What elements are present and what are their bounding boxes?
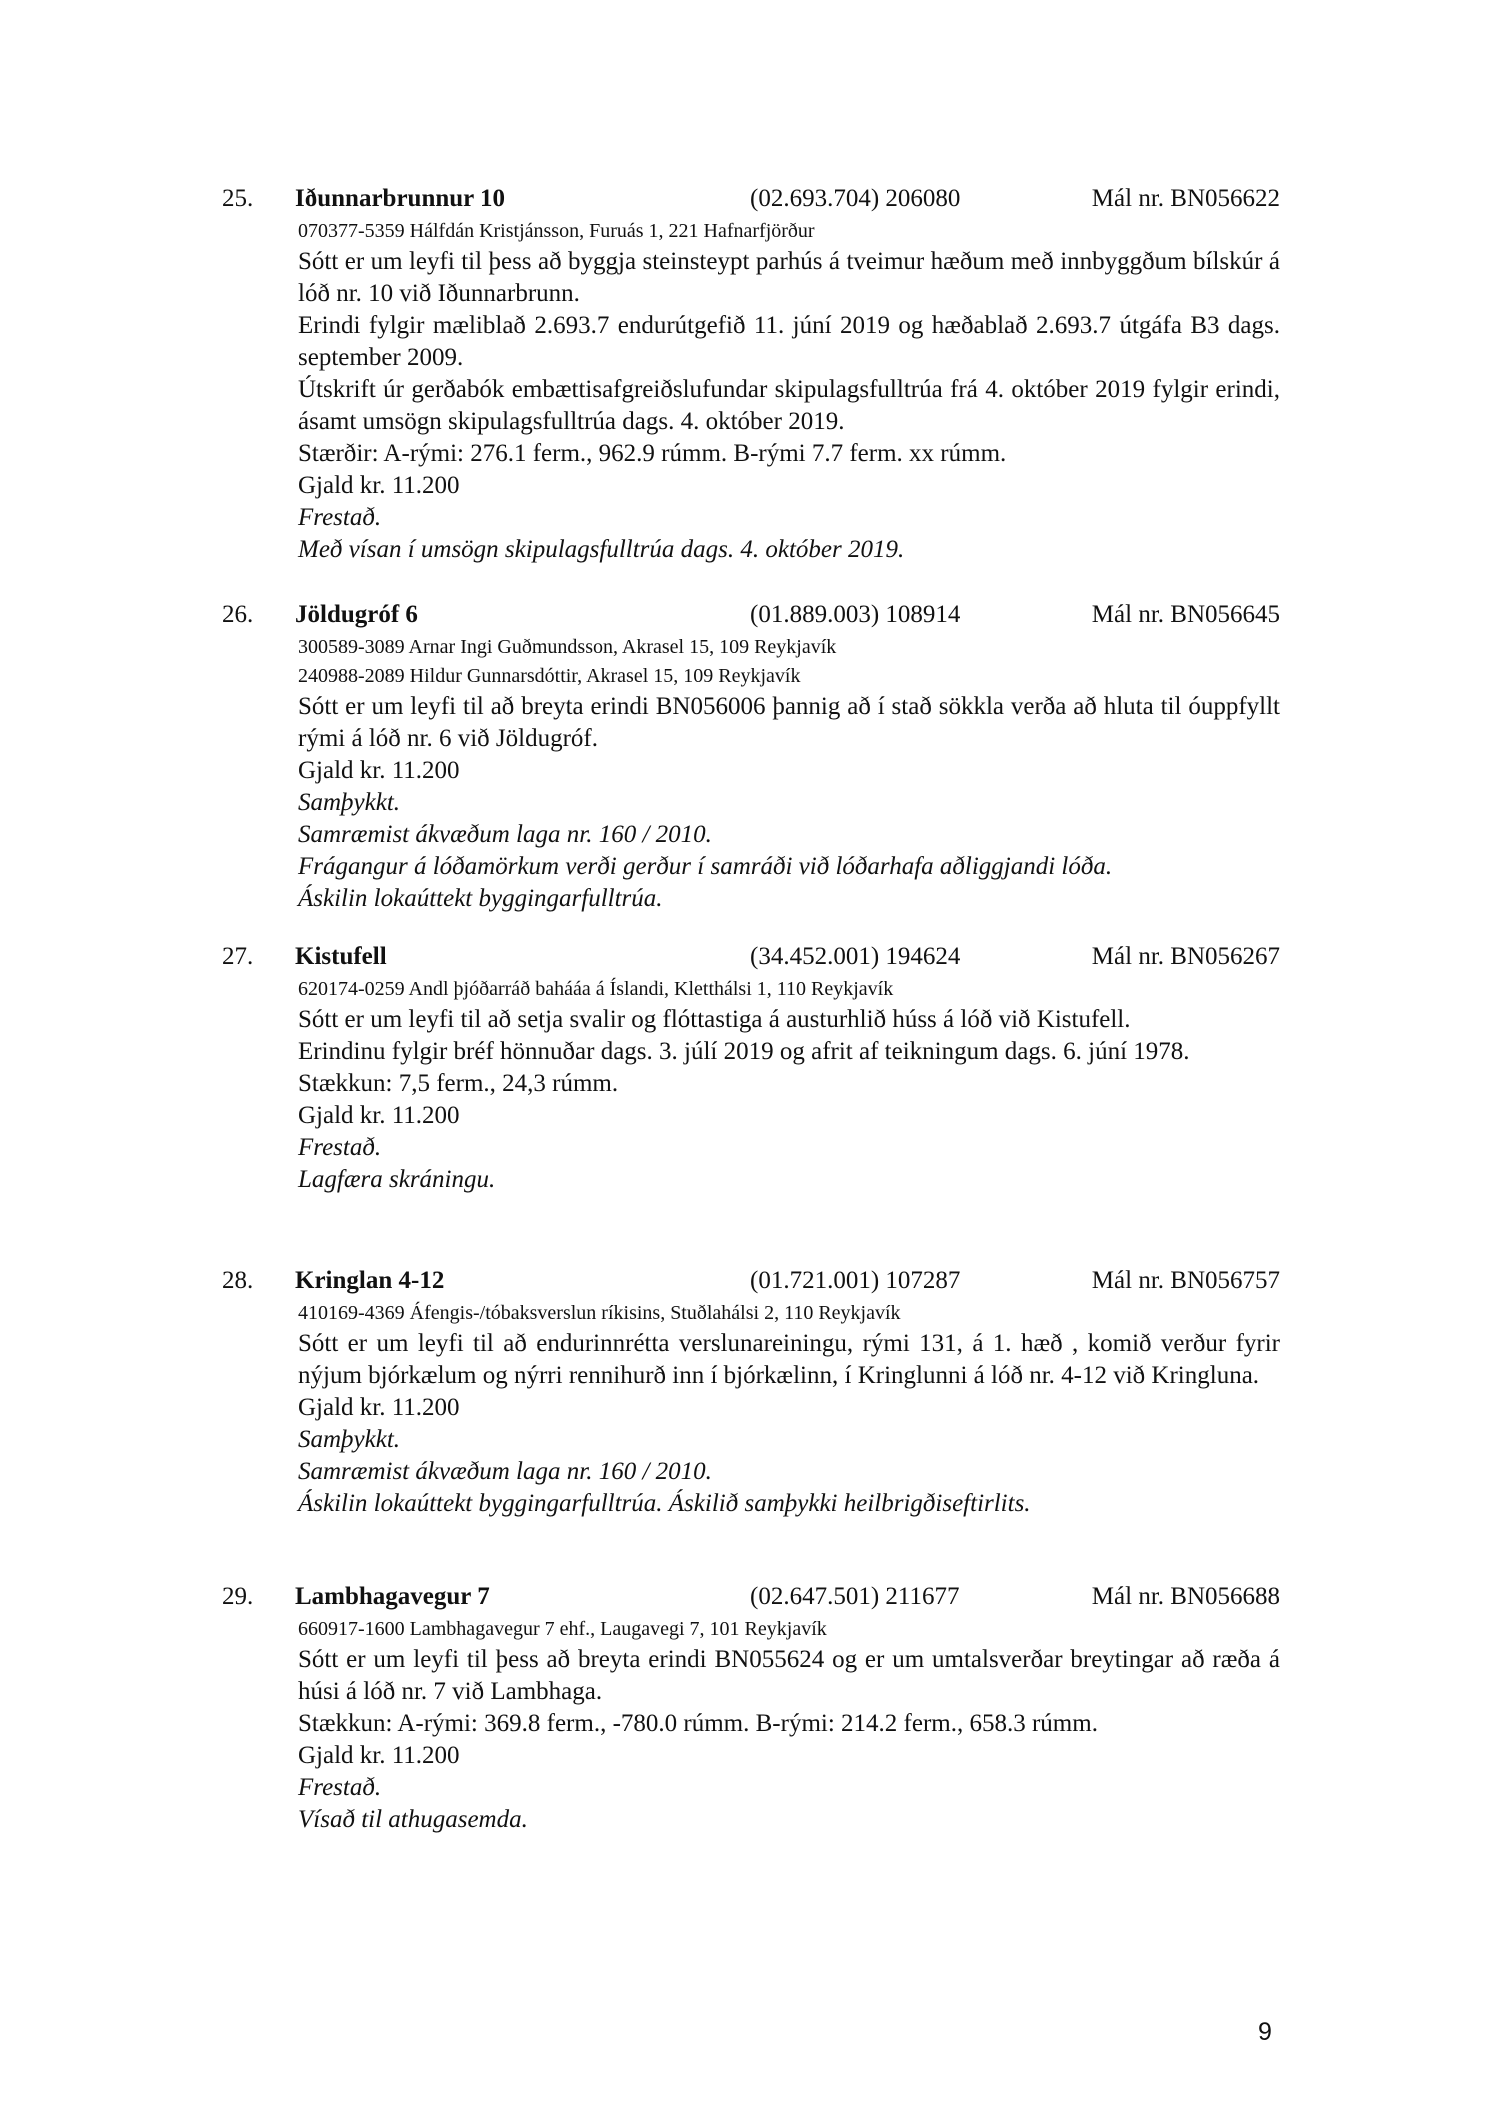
entry-body xyxy=(298,633,1280,915)
entry-number: 25. xyxy=(222,185,254,212)
entry-case-number: Mál nr. BN056622 xyxy=(1091,185,1280,212)
case-entry-28 xyxy=(222,1263,1280,1520)
description: Sótt er um leyfi til þess að breyta erindi BN055624 og er um umtalsverðar breytingar að ræða á húsi á lóð nr. 7 við Lambhaga. xyxy=(298,1646,1280,1705)
description: Sótt er um leyfi til að breyta erindi BN056006 þannig að í stað sökkla verða að hluta til óuppfyllt rými á lóð nr. 6 við Jöldugróf. xyxy=(298,693,1280,752)
entry-header xyxy=(222,181,1280,217)
entry-number: 26. xyxy=(222,601,254,628)
decision-note: Áskilin lokaúttekt byggingarfulltrúa. Áskilið samþykki heilbrigðiseftirlits. xyxy=(298,1490,1031,1517)
applicant: 660917-1600 Lambhagavegur 7 ehf., Laugavegi 7, 101 Reykjavík xyxy=(298,1618,827,1640)
entry-body xyxy=(298,1299,1280,1520)
size-info: Stærðir: A-rými: 276.1 ferm., 962.9 rúmm. B-rými 7.7 ferm. xx rúmm. xyxy=(298,440,1007,467)
entry-header xyxy=(222,939,1280,975)
entry-case-number: Mál nr. BN056688 xyxy=(1091,1583,1280,1610)
fee: Gjald kr. 11.200 xyxy=(298,1394,460,1421)
entry-header xyxy=(222,1579,1280,1615)
entry-number: 27. xyxy=(222,943,254,970)
entry-address: Jöldugróf 6 xyxy=(295,601,418,628)
fee: Gjald kr. 11.200 xyxy=(298,1102,460,1129)
decision-note: Samræmist ákvæðum laga nr. 160 / 2010. xyxy=(298,821,712,848)
applicant: 070377-5359 Hálfdán Kristjánsson, Furuás 1, 221 Hafnarfjörður xyxy=(298,220,815,242)
fee: Gjald kr. 11.200 xyxy=(298,472,460,499)
applicant: 620174-0259 Andl þjóðarráð bahááa á Íslandi, Kletthálsi 1, 110 Reykjavík xyxy=(298,978,894,1000)
applicant: 240988-2089 Hildur Gunnarsdóttir, Akrasel 15, 109 Reykjavík xyxy=(298,665,801,687)
decision-note: Með vísan í umsögn skipulagsfulltrúa dags. 4. október 2019. xyxy=(298,536,905,563)
entry-land-number: (02.693.704) 206080 xyxy=(750,185,961,212)
decision-note: Samræmist ákvæðum laga nr. 160 / 2010. xyxy=(298,1458,712,1485)
description: Erindi fylgir mæliblað 2.693.7 endurútgefið 11. júní 2019 og hæðablað 2.693.7 útgáfa B3 dags. september 2009. xyxy=(298,312,1280,371)
description: Sótt er um leyfi til að setja svalir og flóttastiga á austurhlið húss á lóð við Kistufell. xyxy=(298,1006,1131,1033)
decision: Frestað. xyxy=(298,1774,382,1801)
entry-body xyxy=(298,1615,1280,1836)
size-info: Stækkun: 7,5 ferm., 24,3 rúmm. xyxy=(298,1070,619,1097)
case-entry-25 xyxy=(222,181,1280,566)
description: Sótt er um leyfi til þess að byggja steinsteypt parhús á tveimur hæðum með innbyggðum bílskúr á lóð nr. 10 við Iðunnarbrunn. xyxy=(298,248,1280,307)
entry-address: Kringlan 4-12 xyxy=(295,1267,445,1294)
entry-land-number: (02.647.501) 211677 xyxy=(750,1583,960,1610)
entry-case-number: Mál nr. BN056645 xyxy=(1091,601,1280,628)
case-entry-26 xyxy=(222,597,1280,915)
entry-address: Kistufell xyxy=(295,943,387,970)
entry-address: Lambhagavegur 7 xyxy=(295,1583,490,1610)
description: Erindinu fylgir bréf hönnuðar dags. 3. júlí 2019 og afrit af teikningum dags. 6. júní 1978. xyxy=(298,1038,1190,1065)
size-info: Stækkun: A-rými: 369.8 ferm., -780.0 rúmm. B-rými: 214.2 ferm., 658.3 rúmm. xyxy=(298,1710,1098,1737)
entry-header xyxy=(222,1263,1280,1299)
decision-note: Lagfæra skráningu. xyxy=(298,1166,496,1193)
decision: Frestað. xyxy=(298,1134,382,1161)
description: Sótt er um leyfi til að endurinnrétta verslunareiningu, rými 131, á 1. hæð , komið verður fyrir nýjum bjórkælum og nýrri rennihurð inn í bjórkælinn, í Kringlunni á lóð nr. 4-12 við Kringluna. xyxy=(298,1330,1280,1389)
decision: Samþykkt. xyxy=(298,789,401,816)
entry-case-number: Mál nr. BN056267 xyxy=(1091,943,1280,970)
case-entry-29 xyxy=(222,1579,1280,1836)
fee: Gjald kr. 11.200 xyxy=(298,1742,460,1769)
decision: Frestað. xyxy=(298,504,382,531)
decision-note: Frágangur á lóðamörkum verði gerður í samráði við lóðarhafa aðliggjandi lóða. xyxy=(298,853,1113,880)
entry-body xyxy=(298,217,1280,566)
entry-number: 29. xyxy=(222,1583,254,1610)
entry-land-number: (01.721.001) 107287 xyxy=(750,1267,961,1294)
entry-header xyxy=(222,597,1280,633)
entry-body xyxy=(298,975,1280,1196)
decision-note: Vísað til athugasemda. xyxy=(298,1806,528,1833)
page-number: 9 xyxy=(1258,2018,1272,2046)
entry-case-number: Mál nr. BN056757 xyxy=(1091,1267,1280,1294)
applicant: 410169-4369 Áfengis-/tóbaksverslun ríkisins, Stuðlahálsi 2, 110 Reykjavík xyxy=(298,1302,901,1324)
entry-number: 28. xyxy=(222,1267,254,1294)
entry-land-number: (34.452.001) 194624 xyxy=(750,943,961,970)
case-entry-27 xyxy=(222,939,1280,1196)
entry-land-number: (01.889.003) 108914 xyxy=(750,601,961,628)
decision: Samþykkt. xyxy=(298,1426,401,1453)
fee: Gjald kr. 11.200 xyxy=(298,757,460,784)
description: Útskrift úr gerðabók embættisafgreiðslufundar skipulagsfulltrúa frá 4. október 2019 fylgir erindi, ásamt umsögn skipulagsfulltrúa dags. 4. október 2019. xyxy=(298,376,1280,435)
decision-note: Áskilin lokaúttekt byggingarfulltrúa. xyxy=(298,885,663,912)
applicant: 300589-3089 Arnar Ingi Guðmundsson, Akrasel 15, 109 Reykjavík xyxy=(298,636,837,658)
entry-address: Iðunnarbrunnur 10 xyxy=(295,185,506,212)
